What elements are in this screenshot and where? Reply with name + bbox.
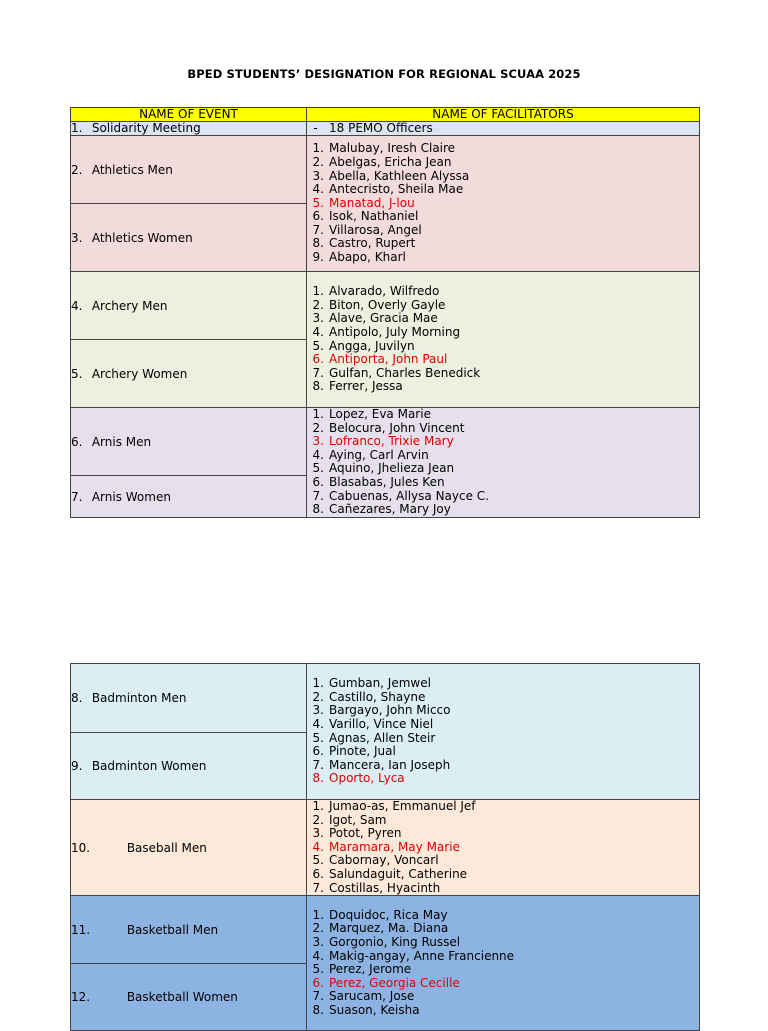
list-number: 6. [312, 866, 324, 881]
facilitator-item [307, 408, 699, 422]
list-number: 2. [312, 921, 324, 936]
list-number: 6. [312, 975, 324, 990]
facilitator-name: Angga, Juvilyn [329, 338, 415, 353]
facilitator-item [307, 759, 699, 773]
event-number: 8. [71, 691, 83, 705]
list-number: 1. [312, 141, 324, 156]
facilitator-name: Abella, Kathleen Alyssa [329, 168, 470, 183]
event-label: Baseball Men [126, 840, 207, 855]
facilitator-name: Biton, Overly Gayle [329, 297, 446, 312]
event-label: Solidarity Meeting [91, 121, 201, 135]
facilitator-item [307, 340, 699, 354]
list-number: 7. [312, 880, 324, 895]
facilitator-item [307, 422, 699, 436]
list-number: 3. [312, 826, 324, 841]
designation-table-2 [70, 663, 700, 1031]
event-label: Basketball Men [126, 922, 219, 937]
facilitator-name: Varillo, Vince Niel [329, 716, 434, 731]
facilitator-name: Isok, Nathaniel [329, 209, 419, 224]
list-number: 1. [312, 284, 324, 299]
facilitator-item [307, 353, 699, 367]
list-number: 2. [312, 297, 324, 312]
facilitator-item [307, 449, 699, 463]
facilitator-name: Agnas, Allen Steir [329, 730, 436, 745]
list-number: 3. [312, 168, 324, 183]
facilitator-item [307, 156, 699, 170]
facilitator-item [307, 326, 699, 340]
event-cell [71, 340, 307, 408]
event-number: 1. [71, 121, 83, 135]
event-cell [71, 664, 307, 733]
event-number: 4. [71, 298, 83, 313]
facilitator-item [307, 462, 699, 476]
facilitator-item [307, 197, 699, 211]
list-number: 6. [312, 209, 324, 224]
facilitator-name: Antipolo, July Morning [329, 324, 461, 339]
facilitator-name: Villarosa, Angel [329, 222, 422, 237]
facilitator-item [307, 490, 699, 504]
facilitator-name: Abapo, Kharl [329, 250, 406, 265]
table-row [71, 136, 700, 204]
event-number: 11. [71, 922, 91, 937]
event-label: Badminton Women [91, 759, 207, 773]
list-number: 6. [312, 352, 324, 367]
facilitators-cell [307, 664, 700, 800]
list-number: 3. [312, 311, 324, 326]
facilitator-name: Marquez, Ma. Diana [329, 921, 449, 936]
facilitator-name: Cabuenas, Allysa Nayce C. [329, 488, 489, 503]
facilitator-item [307, 841, 699, 855]
list-dash: - [313, 121, 318, 135]
event-label: Archery Women [91, 366, 188, 381]
facilitator-name: Pinote, Jual [329, 744, 396, 759]
event-label: Arnis Men [91, 434, 152, 449]
event-label: Basketball Women [126, 990, 238, 1005]
facilitator-name: Gulfan, Charles Benedick [329, 365, 481, 380]
facilitator-item [307, 285, 699, 299]
facilitators-cell [307, 800, 700, 896]
facilitator-item [307, 772, 699, 786]
list-number: 7. [312, 989, 324, 1004]
list-number: 1. [312, 407, 324, 421]
facilitator-name: Ferrer, Jessa [329, 379, 403, 394]
facilitator-item [307, 380, 699, 394]
facilitator-item [307, 868, 699, 882]
event-number: 2. [71, 162, 83, 177]
event-cell [71, 476, 307, 517]
event-label: Archery Men [91, 298, 168, 313]
list-number: 8. [312, 1002, 324, 1017]
table-row [71, 896, 700, 964]
list-number: 5. [312, 962, 324, 977]
list-number: 4. [312, 839, 324, 854]
facilitator-item [307, 800, 699, 814]
facilitator-item [307, 435, 699, 449]
facilitator-item [307, 503, 699, 517]
facilitator-item [307, 183, 699, 197]
facilitator-name: Lopez, Eva Marie [329, 407, 431, 421]
list-number: 1. [312, 799, 324, 813]
list-number: 2. [312, 154, 324, 169]
facilitator-name: Salundaguit, Catherine [329, 866, 468, 881]
list-number: 1. [312, 907, 324, 922]
list-number: 3. [312, 703, 324, 718]
facilitator-name: Perez, Jerome [329, 962, 412, 977]
event-cell [71, 408, 307, 476]
list-number: 7. [312, 222, 324, 237]
table-row-solidarity [71, 122, 700, 136]
facilitator-name: Blasabas, Jules Ken [329, 474, 445, 489]
facilitators-cell [307, 408, 700, 518]
facilitator-item [307, 936, 699, 950]
list-number: 4. [312, 447, 324, 462]
facilitator-item [307, 922, 699, 936]
facilitator-name: Oporto, Lyca [329, 771, 405, 786]
list-number: 8. [312, 771, 324, 786]
facilitator-item [307, 977, 699, 991]
facilitator-item [307, 718, 699, 732]
list-number: 2. [312, 420, 324, 435]
event-cell [71, 733, 307, 800]
facilitator-name: Bargayo, John Micco [329, 703, 451, 718]
list-number: 4. [312, 948, 324, 963]
facilitator-name: Perez, Georgia Cecille [329, 975, 460, 990]
facilitator-item [307, 237, 699, 251]
list-number: 3. [312, 934, 324, 949]
facilitator-name: Abelgas, Ericha Jean [329, 154, 452, 169]
facilitator-name: 18 PEMO Officers [329, 121, 433, 135]
facilitator-item [307, 732, 699, 746]
facilitator-item [307, 745, 699, 759]
facilitator-name: Suason, Keisha [329, 1002, 420, 1017]
list-number: 8. [312, 502, 324, 517]
list-number: 8. [312, 379, 324, 394]
table-row [71, 800, 700, 896]
facilitator-name: Sarucam, Jose [329, 989, 415, 1004]
event-cell [71, 204, 307, 272]
list-number: 4. [312, 182, 324, 197]
event-label: Badminton Men [91, 691, 187, 705]
facilitator-item [307, 990, 699, 1004]
facilitator-item [307, 312, 699, 326]
facilitator-item [307, 299, 699, 313]
facilitator-name: Cañezares, Mary Joy [329, 502, 451, 517]
event-number: 12. [71, 990, 91, 1005]
facilitator-name: Castillo, Shayne [329, 689, 426, 704]
list-number: 5. [312, 853, 324, 868]
facilitator-item [307, 251, 699, 265]
facilitator-item [307, 677, 699, 691]
event-cell [71, 272, 307, 340]
facilitator-name: Potot, Pyren [329, 826, 402, 841]
facilitator-name: Gumban, Jemwel [329, 676, 431, 691]
facilitator-item [307, 854, 699, 868]
facilitators-cell [307, 122, 700, 136]
list-number: 5. [312, 730, 324, 745]
table-row [71, 272, 700, 340]
facilitator-name: Maramara, May Marie [329, 839, 460, 854]
list-number: 9. [312, 250, 324, 265]
facilitator-name: Aying, Carl Arvin [329, 447, 429, 462]
header-facilitators: NAME OF FACILITATORS [307, 108, 700, 122]
facilitators-cell [307, 896, 700, 1031]
table-row [71, 664, 700, 733]
list-number: 5. [312, 461, 324, 476]
facilitator-name: Malubay, Iresh Claire [329, 141, 456, 156]
facilitator-item [307, 210, 699, 224]
list-number: 7. [312, 757, 324, 772]
list-number: 6. [312, 744, 324, 759]
facilitator-item [307, 909, 699, 923]
list-number: 4. [312, 324, 324, 339]
facilitator-name: Mancera, Ian Joseph [329, 757, 451, 772]
facilitator-item [307, 963, 699, 977]
event-number: 7. [71, 489, 83, 504]
facilitator-name: Castro, Rupert [329, 236, 416, 251]
facilitator-item [307, 170, 699, 184]
facilitator-name: Cabornay, Voncarl [329, 853, 439, 868]
list-number: 1. [312, 676, 324, 691]
facilitator-item [307, 827, 699, 841]
facilitator-name: Lofranco, Trixie Mary [329, 434, 454, 449]
facilitator-item [307, 882, 699, 896]
facilitator-name: Belocura, John Vincent [329, 420, 465, 435]
facilitator-name: Alvarado, Wilfredo [329, 284, 440, 299]
list-number: 5. [312, 338, 324, 353]
event-number: 3. [71, 230, 83, 245]
facilitator-name: Antecristo, Sheila Mae [329, 182, 464, 197]
facilitator-name: Makig-angay, Anne Francienne [329, 948, 515, 963]
event-cell [71, 122, 307, 136]
list-number: 2. [312, 812, 324, 827]
facilitator-item [307, 224, 699, 238]
table-row [71, 408, 700, 476]
event-label: Athletics Women [91, 230, 193, 245]
event-number: 5. [71, 366, 83, 381]
event-cell [71, 800, 307, 896]
event-number: 9. [71, 759, 83, 773]
facilitator-item [307, 950, 699, 964]
facilitator-item [307, 814, 699, 828]
list-number: 7. [312, 488, 324, 503]
facilitator-name: Doquidoc, Rica May [329, 907, 448, 922]
event-label: Arnis Women [91, 489, 171, 504]
facilitator-item [307, 691, 699, 705]
event-number: 6. [71, 434, 83, 449]
facilitator-item [307, 704, 699, 718]
list-number: 4. [312, 716, 324, 731]
list-number: 3. [312, 434, 324, 449]
facilitator-name: Jumao-as, Emmanuel Jef [329, 799, 476, 813]
list-number: 5. [312, 195, 324, 210]
facilitator-item [307, 1004, 699, 1018]
designation-table-1 [70, 107, 700, 518]
facilitator-name: Antiporta, John Paul [329, 352, 448, 367]
facilitator-item [307, 142, 699, 156]
facilitators-cell [307, 272, 700, 408]
list-number: 2. [312, 689, 324, 704]
facilitator-name: Costillas, Hyacinth [329, 880, 441, 895]
facilitators-cell [307, 136, 700, 272]
event-cell [71, 136, 307, 204]
facilitator-name: Alave, Gracia Mae [329, 311, 438, 326]
event-cell [71, 964, 307, 1031]
list-number: 8. [312, 236, 324, 251]
event-number: 10. [71, 840, 91, 855]
list-number: 6. [312, 474, 324, 489]
facilitator-name: Aquino, Jhelieza Jean [329, 461, 455, 476]
facilitator-name: Manatad, J-lou [329, 195, 415, 210]
facilitator-item [307, 367, 699, 381]
header-event: NAME OF EVENT [71, 108, 307, 122]
facilitator-item [307, 476, 699, 490]
event-cell [71, 896, 307, 964]
page-title: BPED STUDENTS’ DESIGNATION FOR REGIONAL SCUAA 2025 [187, 67, 581, 81]
header-row [71, 108, 700, 122]
event-label: Athletics Men [91, 162, 173, 177]
facilitator-name: Igot, Sam [329, 812, 387, 827]
facilitator-name: Gorgonio, King Russel [329, 934, 461, 949]
list-number: 7. [312, 365, 324, 380]
